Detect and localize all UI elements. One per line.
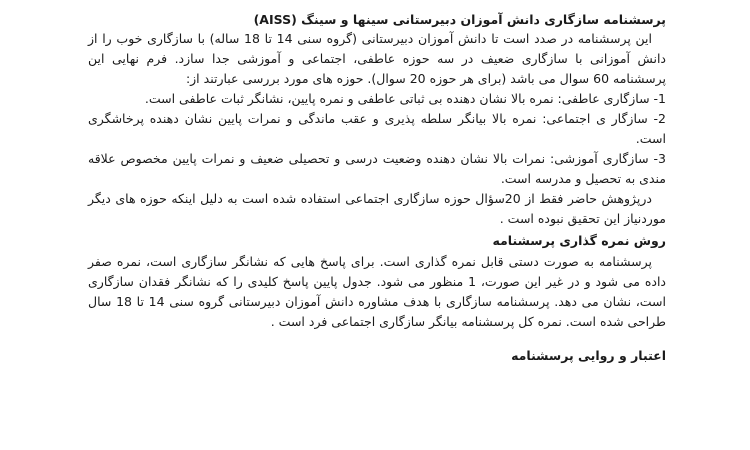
spacer <box>88 332 666 346</box>
scoring-paragraph: پرسشنامه به صورت دستی قابل نمره گذاری است. برای پاسخ هایی که نشانگر سازگاری است، نمره صفر داده می شود و در غیر این صورت، 1 منظور می شود. جدول پایین پاسخ کلیدی را که نشانگر فقدان سازگاری است، نشان می دهد. پرسشنامه سازگاری با هدف مشاوره دانش آموزان دبیرستانی گروه سنی 14 تا 18 سال طراحی شده است. نمره کل پرسشنامه بیانگر سازگاری اجتماعی فرد است . <box>88 254 666 329</box>
validity-heading: اعتبار و روایی پرسشنامه <box>511 348 666 363</box>
list-item-social: 2- سازگار ی اجتماعی: نمره بالا بیانگر سلطه پذیری و عقب ماندگی و نمرات پایین نشان دهنده پرخاشگری است. <box>88 111 666 146</box>
document-page <box>88 10 666 365</box>
document-title: پرسشنامه سازگاری دانش آموزان دبیرستانی سینها و سینگ (AISS) <box>253 12 666 27</box>
intro-paragraph: این پرسشنامه در صدد است تا دانش آموزان دبیرستانی (گروه سنی 14 تا 18 ساله) با سازگاری خوب را از دانش آموزانی با سازگاری ضعیف در سه حوزه عاطفی، اجتماعی و آموزشی جدا سازد. فرم نهایی این پرسشنامه 60 سوال می باشد (برای هر حوزه 20 سوال). حوزه های مورد بررسی عبارتند از: <box>88 31 666 86</box>
list-item-emotional: 1- سازگاری عاطفی: نمره بالا نشان دهنده بی ثباتی عاطفی و نمره پایین، نشانگر ثبات عاطفی است. <box>144 91 666 106</box>
note-paragraph: درپژوهش حاضر فقط از 20سؤال حوزه سازگاری اجتماعی استفاده شده است به دلیل اینکه حوزه های دیگر موردنیاز این تحقیق نبوده است . <box>88 191 666 226</box>
scoring-heading: روش نمره گذاری پرسشنامه <box>492 233 666 248</box>
list-item-educational: 3- سازگاری آموزشی: نمرات بالا نشان دهنده وضعیت درسی و تحصیلی ضعیف و نمرات پایین مخصوص علاقه مندی به تحصیل و مدرسه است. <box>88 151 666 186</box>
